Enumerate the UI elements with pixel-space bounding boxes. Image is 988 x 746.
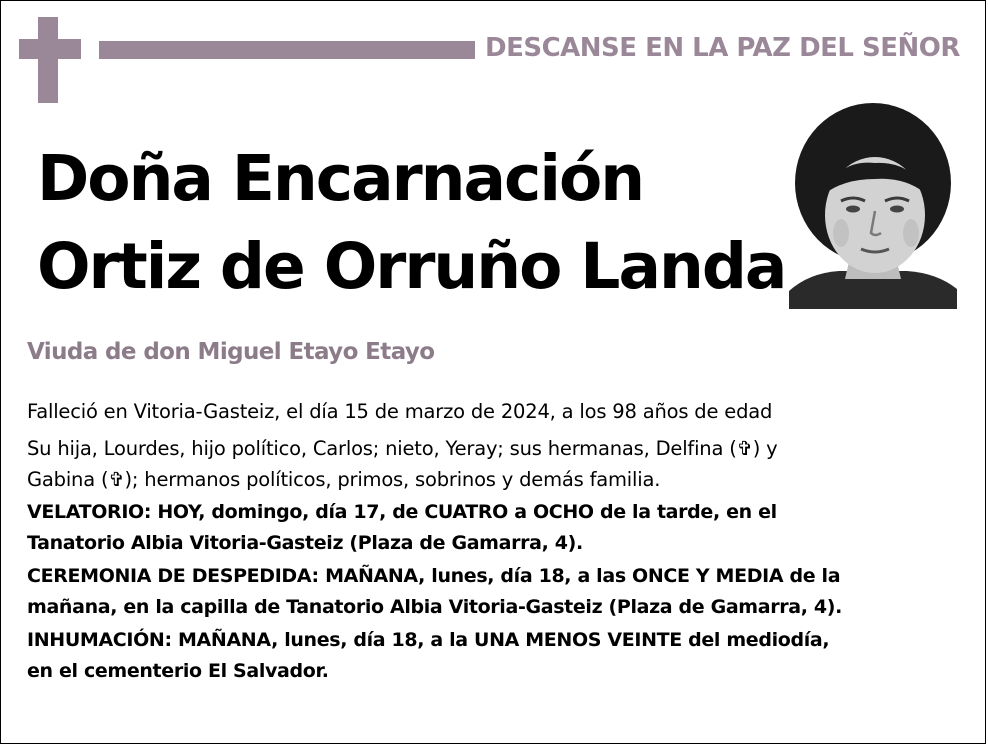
inhumacion-line-1: INHUMACIÓN: MAÑANA, lunes, día 18, a la UNA MENOS VEINTE del mediodía, bbox=[27, 629, 830, 651]
ceremonia-line-1: CEREMONIA DE DESPEDIDA: MAÑANA, lunes, día 18, a las ONCE Y MEDIA de la bbox=[27, 565, 841, 587]
subtitle-widow: Viuda de don Miguel Etayo Etayo bbox=[27, 339, 435, 365]
deceased-name bbox=[37, 135, 785, 311]
deceased-photo bbox=[789, 103, 957, 309]
velatorio-line-2: Tanatorio Albia Vitoria-Gasteiz (Plaza de Gamarra, 4). bbox=[27, 532, 583, 554]
death-statement: Falleció en Vitoria-Gasteiz, el día 15 de marzo de 2024, a los 98 años de edad bbox=[27, 400, 773, 423]
family-line-2: Gabina (✞); hermanos políticos, primos, sobrinos y demás familia. bbox=[27, 468, 661, 491]
notice-body bbox=[27, 396, 977, 687]
cross-icon-arm bbox=[19, 39, 81, 59]
ceremonia-line-2: mañana, en la capilla de Tanatorio Albia Vitoria-Gasteiz (Plaza de Gamarra, 4). bbox=[27, 596, 842, 618]
cross-icon bbox=[38, 17, 58, 103]
deceased-name-line1: Doña Encarnación bbox=[37, 142, 644, 215]
deceased-name-line2: Ortiz de Orruño Landa bbox=[37, 230, 786, 303]
inhumacion-line-2: en el cementerio El Salvador. bbox=[27, 660, 329, 682]
header-bar bbox=[99, 41, 475, 59]
header-title: DESCANSE EN LA PAZ DEL SEÑOR bbox=[485, 33, 960, 63]
family-line-1: Su hija, Lourdes, hijo político, Carlos; nieto, Yeray; sus hermanas, Delfina (✞) y bbox=[27, 437, 778, 460]
velatorio-line-1: VELATORIO: HOY, domingo, día 17, de CUATRO a OCHO de la tarde, en el bbox=[27, 501, 777, 523]
